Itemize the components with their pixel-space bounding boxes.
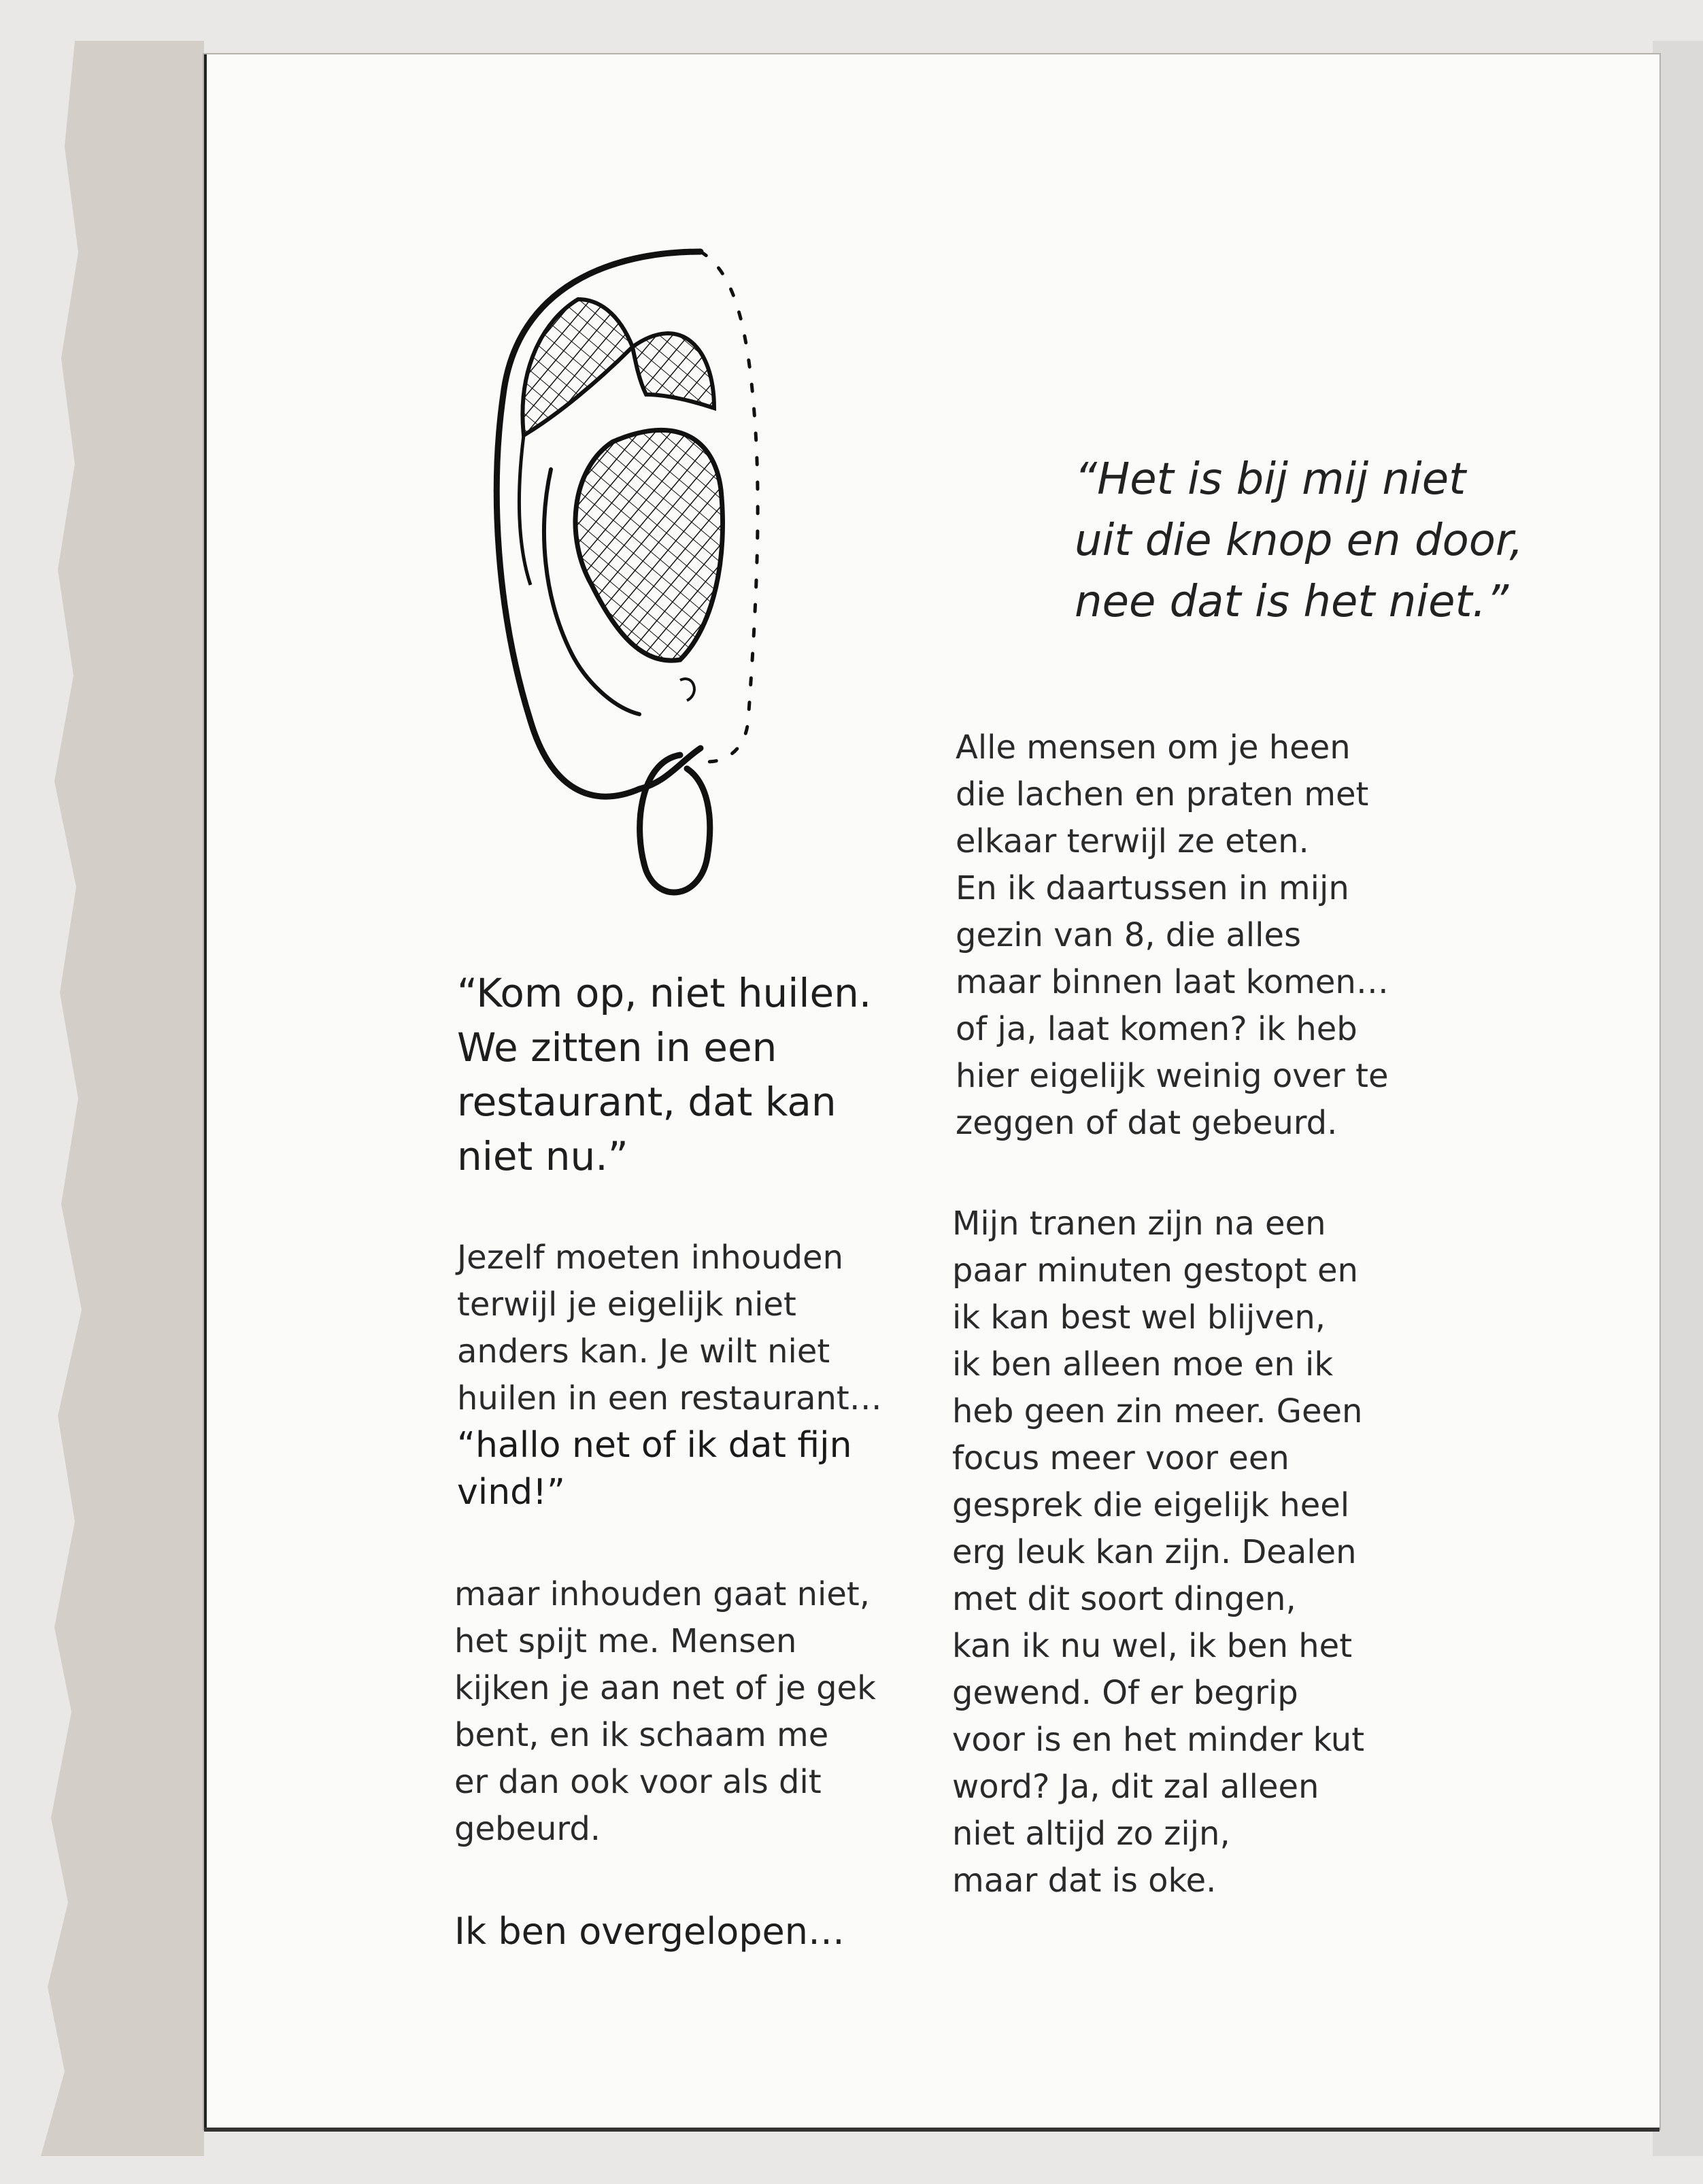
text-line: En ik daartussen in mijn xyxy=(956,869,1349,907)
text-line: kijken je aan net of je gek xyxy=(454,1669,876,1707)
text-line: die lachen en praten met xyxy=(956,775,1369,813)
text-line: vind!” xyxy=(457,1472,565,1513)
quote-left-line: “Kom op, niet huilen. xyxy=(457,970,872,1016)
text-line: ik kan best wel blijven, xyxy=(952,1298,1326,1337)
text-line: Alle mensen om je heen xyxy=(956,728,1351,767)
quote-left-line: We zitten in een xyxy=(457,1024,777,1071)
text-line: gewend. Of er begrip xyxy=(952,1674,1298,1712)
text-line: niet altijd zo zijn, xyxy=(952,1815,1230,1853)
text-line: ik ben alleen moe en ik xyxy=(952,1345,1334,1383)
text-line: “hallo net of ik dat fijn xyxy=(457,1425,852,1466)
text-line: het spijt me. Mensen xyxy=(454,1622,797,1660)
left-paragraph-1 xyxy=(457,1234,882,1516)
text-line: er dan ook voor als dit xyxy=(454,1763,822,1801)
text-line: Mijn tranen zijn na een xyxy=(952,1205,1326,1243)
text-line: gebeurd. xyxy=(454,1810,601,1848)
text-line: zeggen of dat gebeurd. xyxy=(956,1104,1338,1142)
text-line: gesprek die eigelijk heel xyxy=(952,1486,1350,1524)
text-line: elkaar terwijl ze eten. xyxy=(956,822,1309,860)
text-line: paar minuten gestopt en xyxy=(952,1251,1358,1290)
text-line: anders kan. Je wilt niet xyxy=(457,1332,830,1371)
text-line: focus meer voor een xyxy=(952,1439,1289,1477)
ear-with-hoop-earring-icon xyxy=(476,245,762,911)
page-bottom-border xyxy=(204,2128,1659,2132)
quote-top-line: nee dat is het niet.” xyxy=(1075,577,1509,627)
quote-left-line: niet nu.” xyxy=(457,1133,628,1179)
right-paragraph-1 xyxy=(956,724,1389,1147)
text-line: erg leuk kan zijn. Dealen xyxy=(952,1533,1357,1571)
text-line: hier eigelijk weinig over te xyxy=(956,1057,1389,1095)
quote-top-line: uit die knop en door, xyxy=(1075,516,1523,566)
text-line: kan ik nu wel, ik ben het xyxy=(952,1627,1353,1665)
text-line: maar dat is oke. xyxy=(952,1862,1217,1900)
text-line: gezin van 8, die alles xyxy=(956,916,1301,954)
text-line: met dit soort dingen, xyxy=(952,1580,1296,1618)
quote-left-line: restaurant, dat kan xyxy=(457,1079,837,1125)
text-line: of ja, laat komen? ik heb xyxy=(956,1010,1358,1048)
text-line: voor is en het minder kut xyxy=(952,1721,1365,1759)
text-line: heb geen zin meer. Geen xyxy=(952,1392,1363,1430)
pull-quote-top xyxy=(1075,449,1591,633)
right-paragraph-2 xyxy=(952,1200,1364,1904)
next-page-edge xyxy=(1653,41,1703,2156)
text-line: huilen in een restaurant… xyxy=(457,1379,882,1417)
text-line: maar binnen laat komen… xyxy=(956,963,1389,1001)
text-line: Jezelf moeten inhouden xyxy=(457,1239,843,1277)
quote-top-line: “Het is bij mij niet xyxy=(1075,454,1466,505)
torn-cover-edge xyxy=(0,41,204,2156)
pull-quote-left xyxy=(457,966,933,1183)
closing-line: Ik ben overgelopen… xyxy=(454,1910,845,1953)
left-paragraph-2 xyxy=(454,1571,876,1853)
text-line: word? Ja, dit zal alleen xyxy=(952,1768,1319,1806)
text-line: maar inhouden gaat niet, xyxy=(454,1575,870,1613)
text-line: terwijl je eigelijk niet xyxy=(457,1286,796,1324)
text-line: bent, en ik schaam me xyxy=(454,1716,829,1754)
